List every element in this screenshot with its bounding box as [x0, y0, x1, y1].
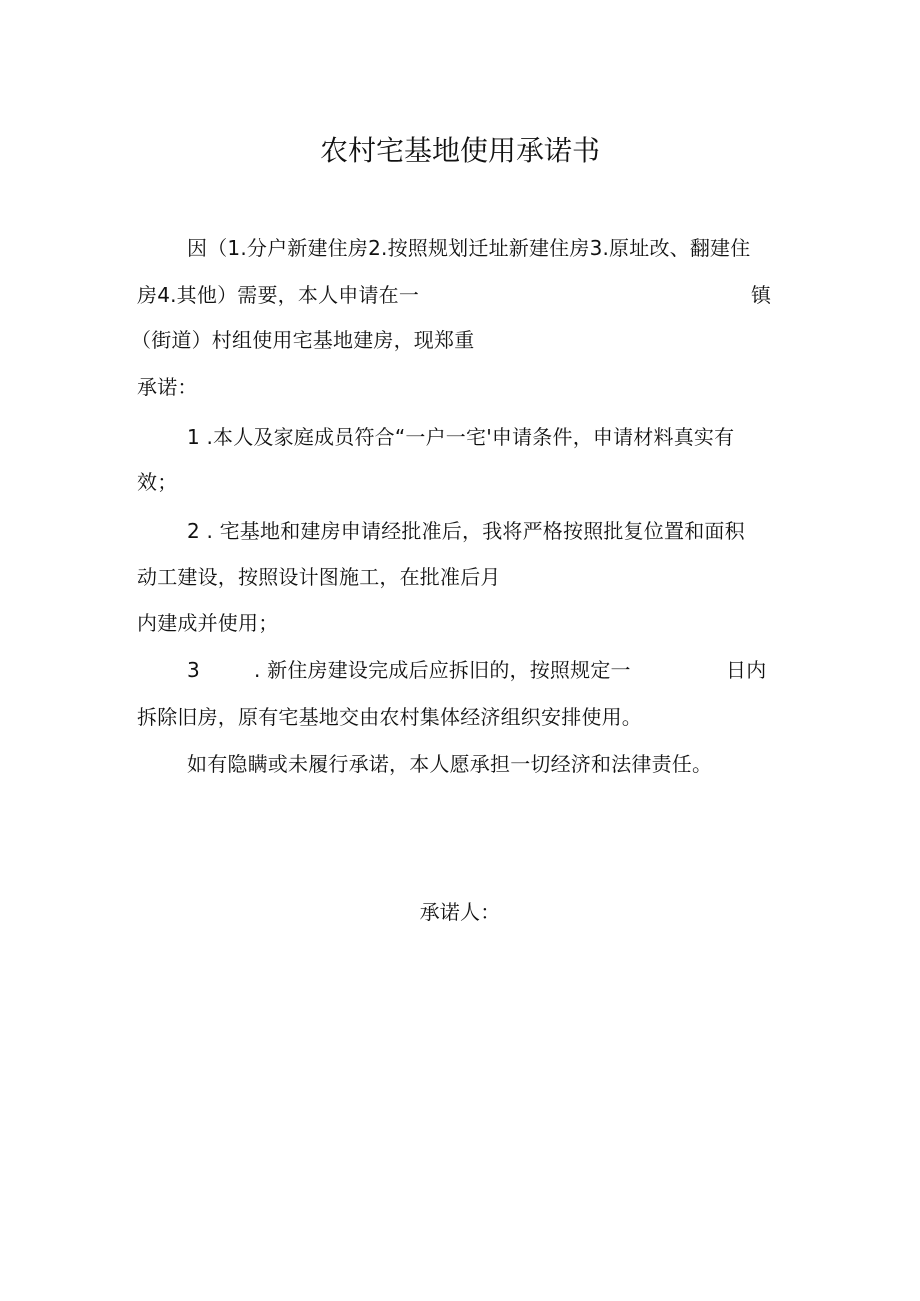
item-1-line-2: 效； — [137, 470, 178, 494]
intro-line-2-left: 房4.其他）需要，本人申请在一 — [137, 283, 420, 307]
intro-line-2-right: 镇 — [751, 283, 772, 307]
document-title: 农村宅基地使用承诺书 — [319, 134, 600, 167]
item-2-line-2: 动工建设，按照设计图施工，在批准后月 — [137, 565, 501, 589]
item-3-line-1: . 新住房建设完成后应拆旧的，按照规定一 — [254, 658, 631, 682]
closing-statement: 如有隐瞒或未履行承诺，本人愿承担一切经济和法律责任。 — [187, 752, 713, 776]
intro-line-1: 因（1.分户新建住房2.按照规划迁址新建住房3.原址改、翻建住 — [187, 236, 751, 260]
item-2-line-3: 内建成并使用； — [137, 611, 279, 635]
item-2-line-1: 2 . 宅基地和建房申请经批准后，我将严格按照批复位置和面积 — [187, 519, 745, 543]
item-3-line-1-right: 日内 — [726, 658, 767, 682]
item-1-line-1: 1 .本人及家庭成员符合“一户一宅'申请条件，申请材料真实有 — [187, 425, 735, 449]
intro-line-4: 承诺： — [137, 375, 198, 399]
signature-label: 承诺人： — [419, 900, 501, 924]
item-3-number: 3 — [187, 658, 200, 682]
item-3-line-2: 拆除旧房，原有宅基地交由农村集体经济组织安排使用。 — [137, 705, 642, 729]
intro-line-3: （街道）村组使用宅基地建房，现郑重 — [131, 328, 475, 352]
